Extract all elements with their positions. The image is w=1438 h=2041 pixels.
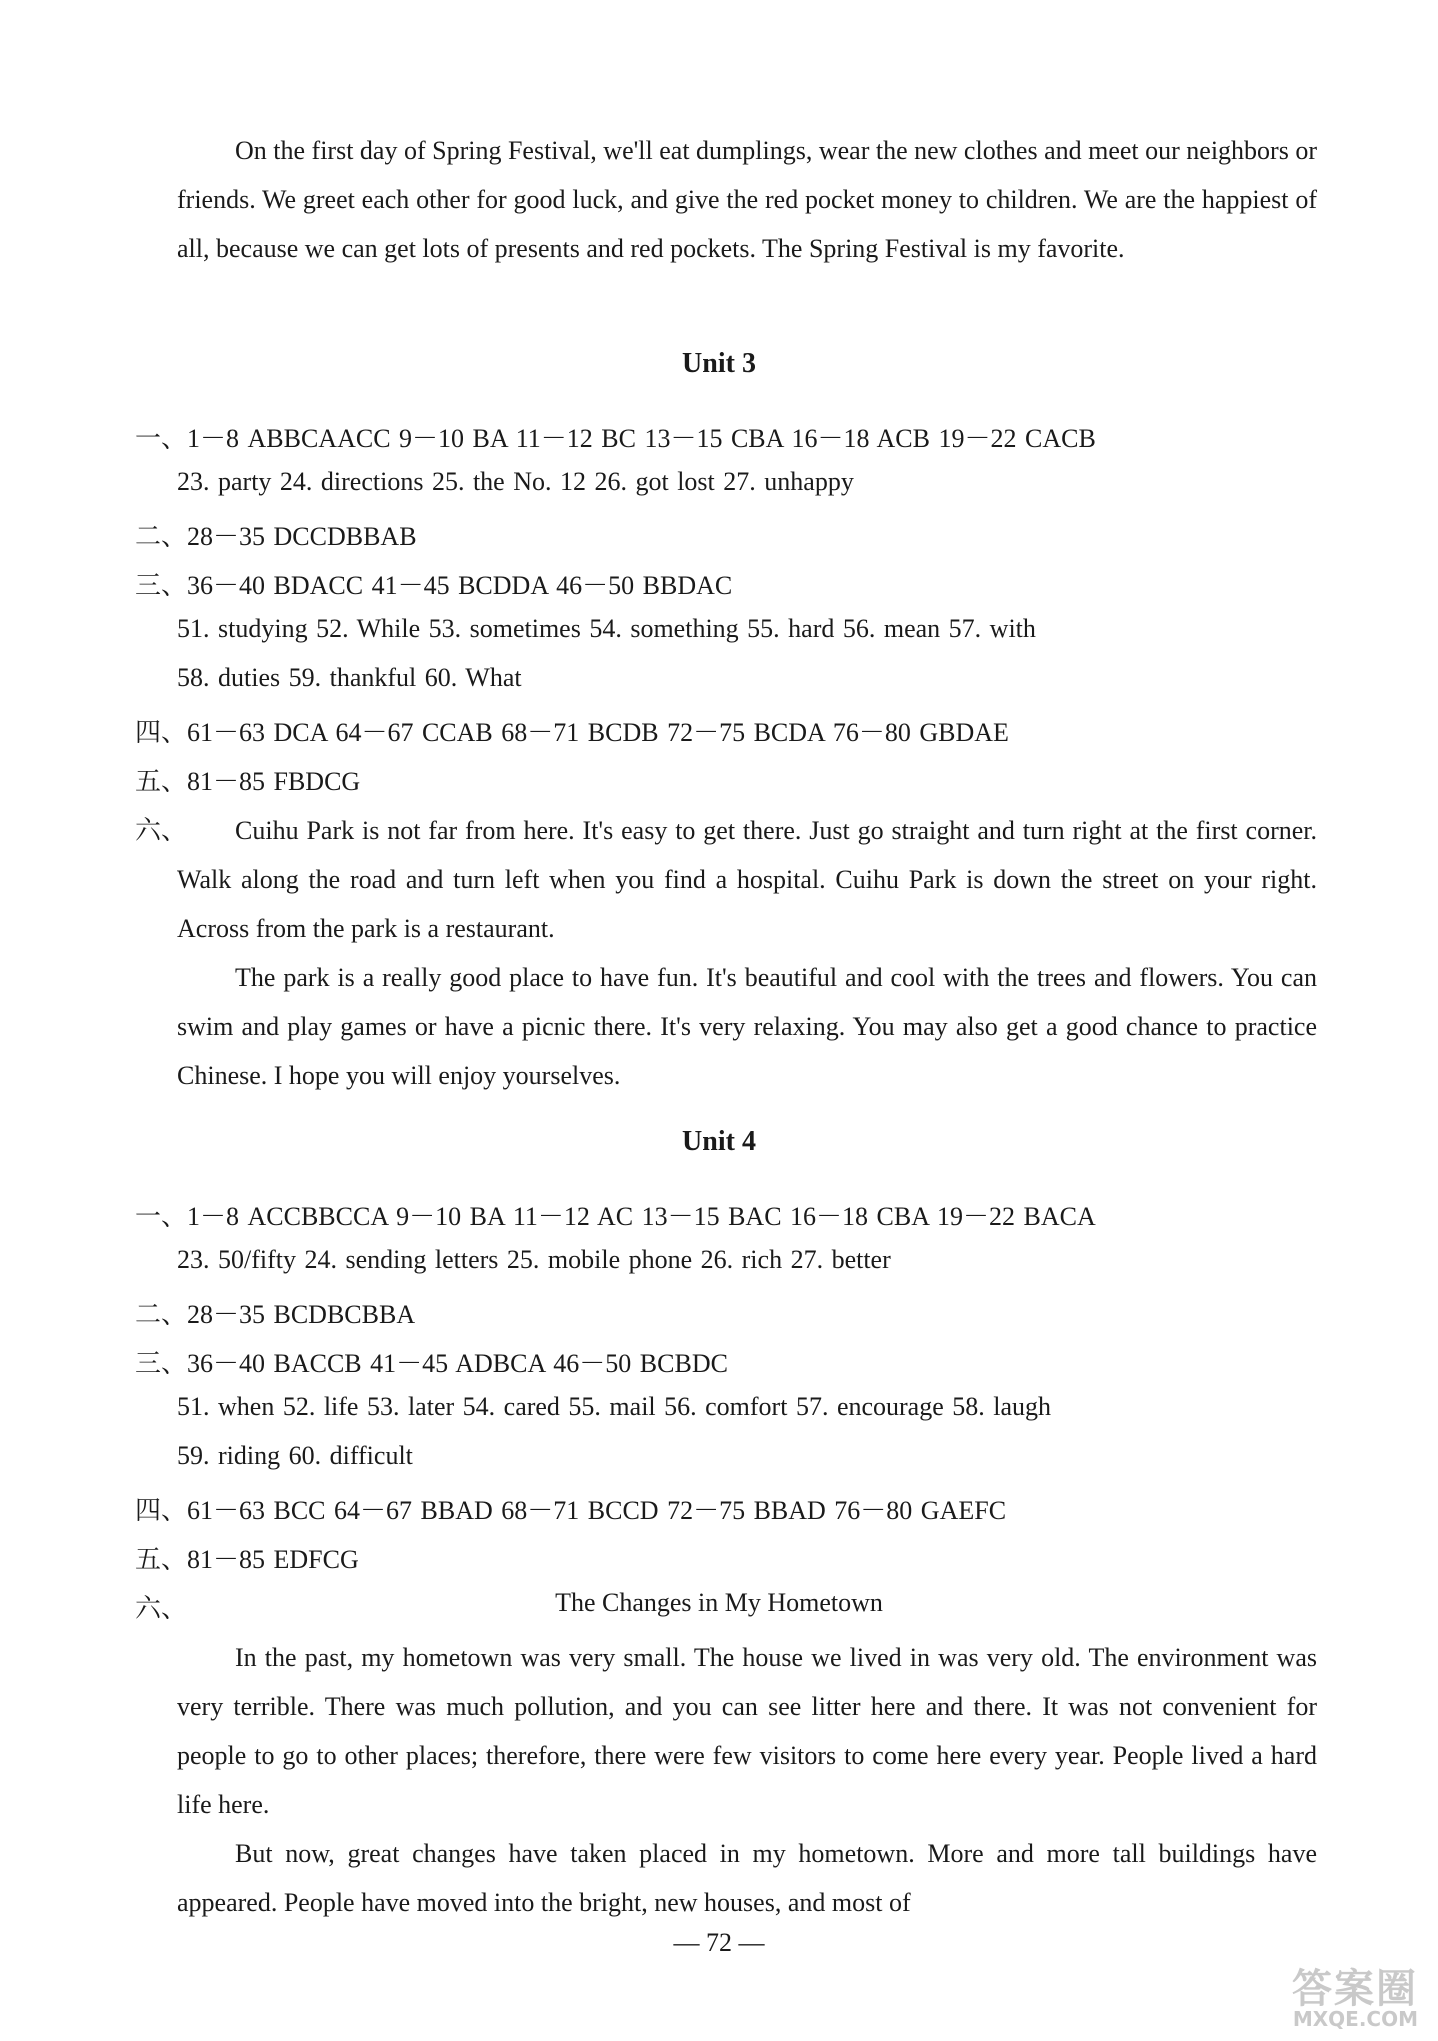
unit3-heading: Unit 3 — [682, 348, 756, 379]
answer-row: 23. party 24. directions 25. the No. 12 26. got lost 27. unhappy — [177, 467, 854, 496]
answer-row: 一、1－8 ACCBBCCA 9－10 BA 11－12 AC 13－15 BAC 16－18 CBA 19－22 BACA — [135, 1202, 1096, 1231]
spring-festival-paragraph: On the first day of Spring Festival, we'll eat dumplings, wear the new clothes and meet our neighbors or friends. We greet each other for good luck, and give the red pocket money to children. We are the happiest of all, because we can get lots of presents and red pockets. The Spring Festival is my favorite. — [177, 136, 1317, 263]
answer-row: 五、81－85 FBDCG — [135, 767, 361, 796]
unit4-heading: Unit 4 — [682, 1126, 756, 1157]
answer-row: 51. when 52. life 53. later 54. cared 55. mail 56. comfort 57. encourage 58. laugh — [177, 1392, 1052, 1421]
cuihu-park-paragraph-2: The park is a really good place to have fun. It's beautiful and cool with the trees and flowers. You can swim and play games or have a picnic there. It's very relaxing. You may also get a good chance to practice Chinese. I hope you will enjoy yourselves. — [177, 963, 1317, 1090]
answer-row: 一、1－8 ABBCAACC 9－10 BA 11－12 BC 13－15 CBA 16－18 ACB 19－22 CACB — [135, 424, 1096, 453]
answer-row: 四、61－63 DCA 64－67 CCAB 68－71 BCDB 72－75 BCDA 76－80 GBDAE — [135, 718, 1009, 747]
answer-row: 51. studying 52. While 53. sometimes 54. something 55. hard 56. mean 57. with — [177, 614, 1036, 643]
hometown-paragraph-1: In the past, my hometown was very small. The house we lived in was very old. The environment was very terrible. There was much pollution, and you can see litter here and there. It was not convenient for people to go to other places; therefore, there were few visitors to come here every year. People lived a hard life here. — [177, 1643, 1317, 1819]
answer-row: 三、36－40 BACCB 41－45 ADBCA 46－50 BCBDC — [135, 1349, 728, 1378]
answer-row: 三、36－40 BDACC 41－45 BCDDA 46－50 BBDAC — [135, 571, 733, 600]
answer-row: 58. duties 59. thankful 60. What — [177, 663, 522, 692]
cuihu-park-paragraph-1: Cuihu Park is not far from here. It's easy to get there. Just go straight and turn right at the first corner. Walk along the road and turn left when you find a hospital. Cuihu Park is down the street on your right. Across from the park is a restaurant. — [177, 816, 1317, 943]
answer-row: 59. riding 60. difficult — [177, 1441, 413, 1470]
essay-title: The Changes in My Hometown — [555, 1588, 883, 1617]
answer-row: 五、81－85 EDFCG — [135, 1545, 359, 1574]
answer-row: 二、28－35 DCCDBBAB — [135, 522, 417, 551]
watermark-logo: 答案圈 — [1292, 1966, 1418, 2012]
unit3-section6-label: 六、 — [135, 816, 188, 845]
unit4-section6-label: 六、 — [135, 1594, 188, 1623]
hometown-paragraph-2: But now, great changes have taken placed in my hometown. More and more tall buildings have appeared. People have moved into the bright, new houses, and most of — [177, 1839, 1317, 1917]
watermark-url: MXQE.COM — [1292, 2007, 1418, 2031]
answer-row: 23. 50/fifty 24. sending letters 25. mobile phone 26. rich 27. better — [177, 1245, 891, 1274]
answer-row: 四、61－63 BCC 64－67 BBAD 68－71 BCCD 72－75 BBAD 76－80 GAEFC — [135, 1496, 1007, 1525]
site-watermark — [1208, 1966, 1418, 2033]
page-number: — 72 — — [673, 1928, 765, 1957]
answer-row: 二、28－35 BCDBCBBA — [135, 1300, 416, 1329]
